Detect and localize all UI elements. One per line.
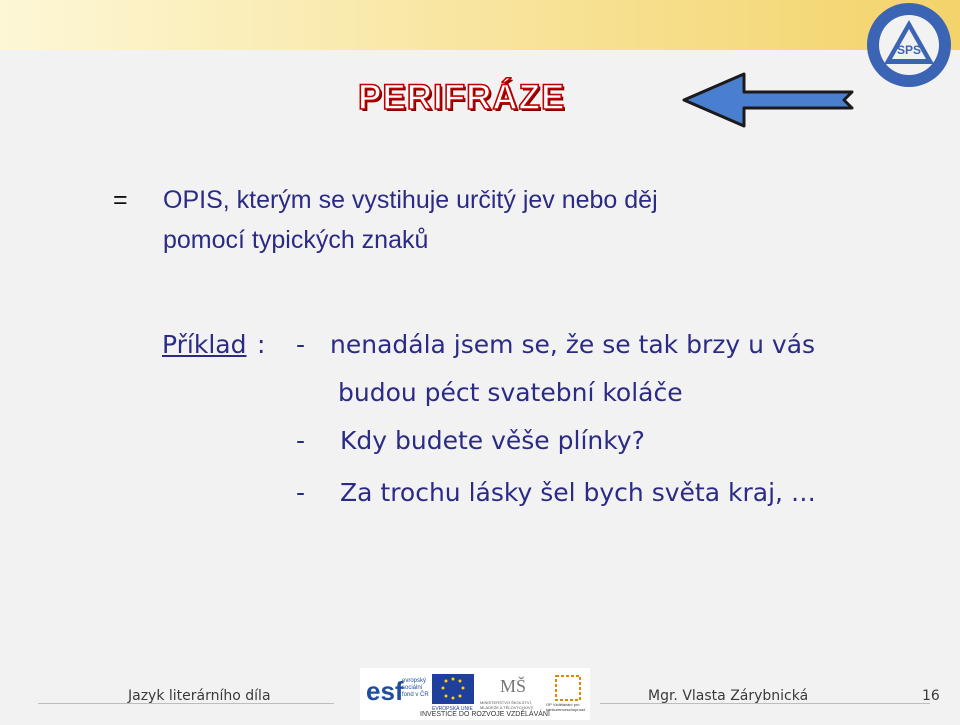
example-label-colon: : bbox=[257, 330, 266, 359]
footer-subject: Jazyk literárního díla bbox=[128, 688, 271, 704]
header-band bbox=[0, 0, 960, 50]
example-text-1: nenadála jsem se, že se tak brzy u vás bbox=[330, 330, 816, 359]
esf-label-1: evropský bbox=[402, 678, 427, 684]
definition-line-2: pomocí typických znaků bbox=[163, 226, 429, 254]
page-number: 16 bbox=[922, 688, 940, 704]
logos-caption: INVESTICE DO ROZVOJE VZDĚLÁVÁNÍ bbox=[420, 711, 550, 718]
svg-text:SPS: SPS bbox=[896, 43, 922, 57]
example-text-2: budou péct svatební koláče bbox=[338, 378, 683, 407]
example-dash-3: - bbox=[296, 426, 306, 455]
svg-text:MŠ: MŠ bbox=[500, 676, 527, 696]
example-dash-1: - bbox=[296, 330, 306, 359]
esf-label-2: sociální bbox=[402, 685, 423, 691]
esf-label-3: fond v ČR bbox=[402, 692, 429, 698]
example-text-3: Kdy budete věše plínky? bbox=[340, 426, 645, 455]
slide-title: PERIFRÁZE bbox=[358, 78, 566, 117]
example-text-4: Za trochu lásky šel bych světa kraj, … bbox=[340, 478, 816, 507]
definition-equals: = bbox=[113, 186, 128, 214]
example-label: Příklad bbox=[162, 330, 247, 359]
definition-line-1: OPIS, kterým se vystihuje určitý jev nebo děj bbox=[163, 186, 658, 214]
footer-author: Mgr. Vlasta Zárybnická bbox=[648, 688, 809, 704]
svg-text:esf: esf bbox=[366, 676, 404, 706]
op-label: OP Vzdělávání pro konkurenceschopnost bbox=[546, 702, 585, 712]
example-dash-4: - bbox=[296, 478, 306, 507]
left-arrow-icon bbox=[680, 72, 856, 128]
msmt-label: MINISTERSTVO ŠKOLSTVÍ, MLÁDEŽE A TĚLOVÝCHOVY bbox=[480, 700, 534, 710]
school-logo-icon bbox=[864, 2, 954, 88]
eu-label: EVROPSKÁ UNIE bbox=[432, 706, 473, 712]
